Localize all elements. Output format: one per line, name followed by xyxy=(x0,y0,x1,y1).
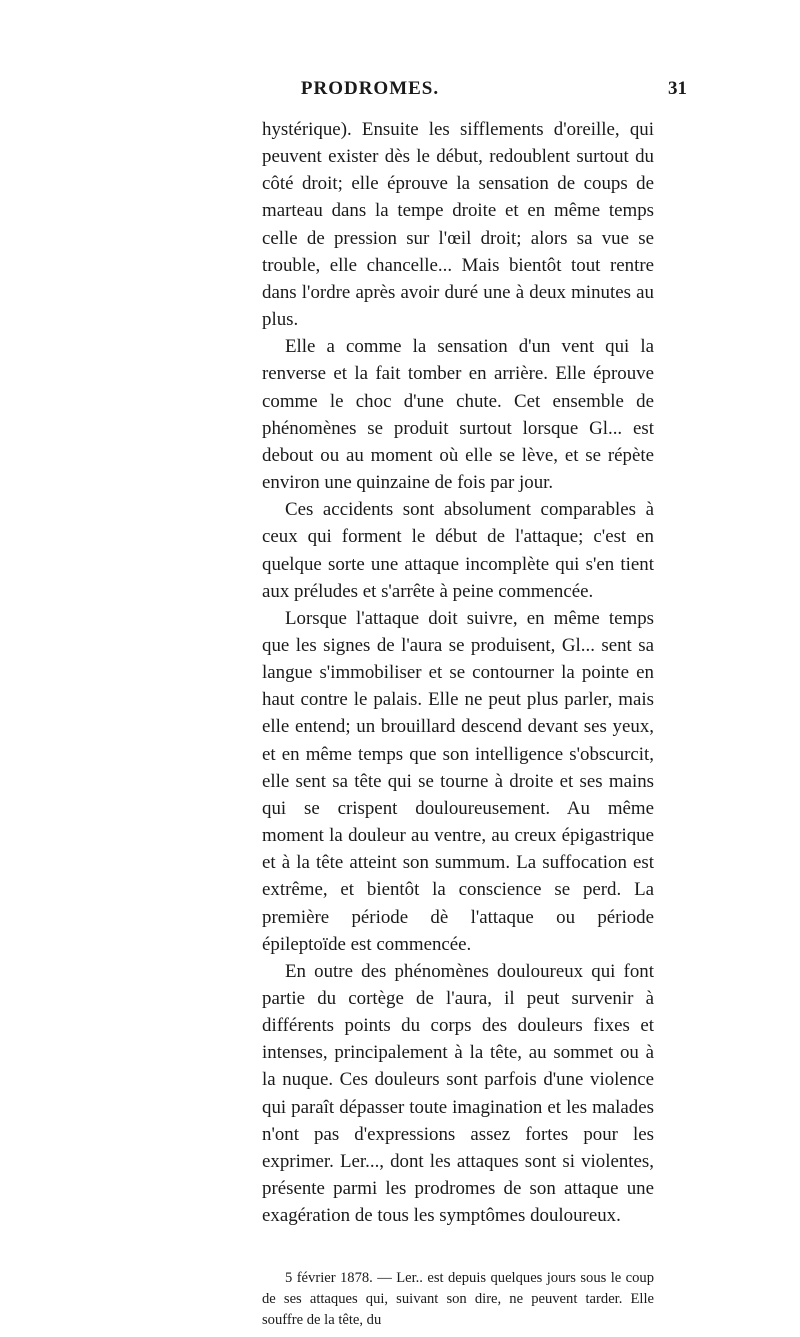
body-text xyxy=(262,116,654,1229)
running-title: PRODROMES. xyxy=(300,78,440,99)
page-number: 31 xyxy=(668,78,687,99)
paragraph-3: Ces accidents sont absolument comparables à ceux qui forment le début de l'attaque; c'est en quelque sorte une attaque incomplète qui s'en tient aux préludes et s'arrête à peine commencée. xyxy=(262,499,654,602)
paragraph-5: En outre des phénomènes douloureux qui font partie du cortège de l'aura, il peut survenir à différents points du corps des douleurs fixes et intenses, principalement à la tête, au sommet ou à la nuque. Ces douleurs sont parfois d'une violence qui paraît dépasser toute imagination et les malades n'ont pas d'expressions assez fortes pour les exprimer. Ler..., dont les attaques sont si violentes, présente parmi les prodromes de son attaque une exagération de tous les symptômes douloureux. xyxy=(262,960,654,1227)
footnote: 5 février 1878. — Ler.. est depuis quelques jours sous le coup de ses attaques qui, suivant son dire, ne peuvent tarder. Elle souffre de la tête, du xyxy=(262,1270,654,1328)
paragraph-4: Lorsque l'attaque doit suivre, en même temps que les signes de l'aura se produisent, Gl... sent sa langue s'immobiliser et se contourner la pointe en haut contre le palais. Elle ne peut plus parler, mais elle entend; un brouillard descend devant ses yeux, et en même temps que son intelligence s'obscurcit, elle sent sa tête qui se tourne à droite et ses mains qui se crispent douloureusement. Au même moment la douleur au ventre, au creux épigastrique et à la tête atteint son summum. La suffocation est extrême, et bientôt la conscience se perd. La première période dè l'attaque ou période épileptoïde est commencée. xyxy=(262,607,654,955)
paragraph-2: Elle a comme la sensation d'un vent qui la renverse et la fait tomber en arrière. Elle éprouve comme le choc d'une chute. Cet ensemble de phénomènes se produit surtout lorsque Gl... est debout ou au moment où elle se lève, et se répète environ une quinzaine de fois par jour. xyxy=(262,336,654,494)
paragraph-1: hystérique). Ensuite les sifflements d'oreille, qui peuvent exister dès le début, redoublent surtout du côté droit; elle éprouve la sensation de coups de marteau dans la tempe droite et en même temps celle de pression sur l'œil droit; alors sa vue se trouble, elle chancelle... Mais bientôt tout rentre dans l'ordre après avoir duré une à deux minutes au plus. xyxy=(262,119,654,331)
